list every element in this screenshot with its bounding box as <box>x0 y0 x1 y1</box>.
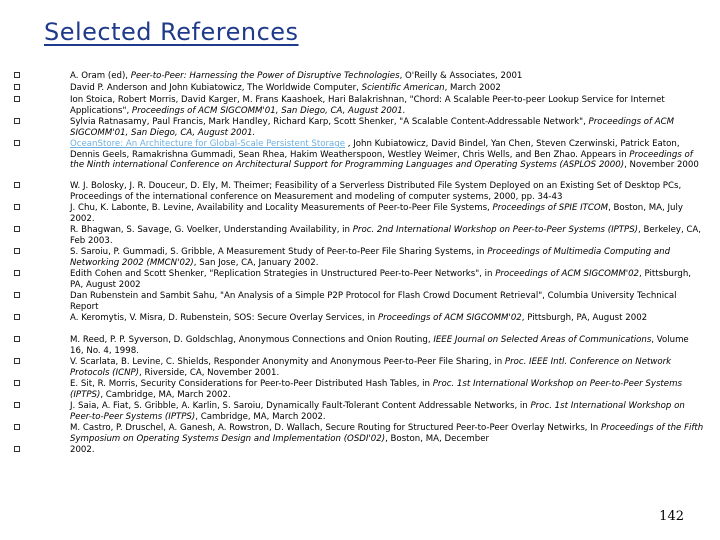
reference-link[interactable]: OceanStore: An Architecture for Global-Scale Persistent Storage <box>70 139 346 149</box>
reference-text-part: A. Oram (ed), <box>70 71 131 81</box>
reference-text-part: David P. Anderson and John Kubiatowicz, The Worldwide Computer, <box>70 83 362 93</box>
reference-text-part: Sylvia Ratnasamy, Paul Francis, Mark Handley, Richard Karp, Scott Shenker, "A Scalable Content-Addressable Network", <box>70 117 589 127</box>
reference-text-part: R. Bhagwan, S. Savage, G. Voelker, Understanding Availability, in <box>70 225 353 235</box>
reference-italic-part: Proceedings of ACM SIGCOMM'01, San Diego, CA, August 2001. <box>70 117 675 138</box>
reference-text-part: E. Sit, R. Morris, Security Considerations for Peer-to-Peer Distributed Hash Tables, in <box>70 379 433 389</box>
reference-text-part: , Pittsburgh, PA, August 2002 <box>521 313 648 323</box>
reference-text <box>70 71 704 82</box>
hollow-square-icon <box>14 424 20 430</box>
reference-text <box>70 225 704 246</box>
page-number: 142 <box>659 509 684 524</box>
reference-text <box>70 291 704 312</box>
reference-text <box>70 139 704 171</box>
reference-text-part: , Cambridge, MA, March 2002. <box>195 411 326 422</box>
hollow-square-icon <box>14 72 20 78</box>
hollow-square-icon <box>14 446 20 452</box>
reference-italic-part: Proceedings of ACM SIGCOMM'02 <box>377 313 522 323</box>
reference-italic-part: Proc. IEEE Intl. Conference on Network Protocols (ICNP) <box>70 357 672 378</box>
hollow-square-icon <box>14 358 20 364</box>
reference-text <box>70 247 704 268</box>
reference-italic-part: Proc. 2nd International Workshop on Peer-to-Peer Systems (IPTPS) <box>352 225 639 235</box>
reference-text <box>70 269 704 290</box>
reference-text-part: S. Saroiu, P. Gummadi, S. Gribble, A Measurement Study of Peer-to-Peer File Sharing Systems, in <box>70 247 488 257</box>
reference-text-part: Ion Stoica, Robert Morris, David Karger, M. Frans Kaashoek, Hari Balakrishnan, "Chord: A Scalable Peer-to-peer Lookup Service for Internet Applications", <box>70 95 665 116</box>
hollow-square-icon <box>14 140 20 146</box>
hollow-square-icon <box>14 314 20 320</box>
reference-text <box>70 313 704 324</box>
reference-text <box>70 401 704 422</box>
reference-text-part: J. Chu, K. Labonte, B. Levine, Availability and Locality Measurements of Peer-to-Peer File Systems, <box>70 203 493 213</box>
hollow-square-icon <box>14 96 20 102</box>
reference-text-part: , Boston, MA, December <box>385 433 490 444</box>
hollow-square-icon <box>14 292 20 298</box>
reference-italic-part: Proceedings of the Fifth Symposium on Operating Systems Design and Implementation (OSDI'02) <box>70 423 704 444</box>
reference-italic-part: Proceedings of Multimedia Computing and Networking 2002 (MMCN'02) <box>70 247 671 268</box>
reference-text-part: , Boston, MA, July 2002. <box>70 203 683 224</box>
reference-text <box>70 83 704 94</box>
reference-text-part: W. J. Bolosky, J. R. Douceur, D. Ely, M. Theimer; Feasibility of a Serverless Distributed File System Deployed on an Existing Set of Desktop PCs, Proceedings of the international conference on Measurement and modeling of computer systems, 2000, pp. 34-43 <box>70 181 682 202</box>
reference-text-part: , March 2002 <box>444 83 501 93</box>
reference-text-part: , Volume 16, No. 4, 1998. <box>70 335 689 356</box>
reference-text <box>70 335 704 356</box>
reference-text-part: V. Scarlata, B. Levine, C. Shields, Responder Anonymity and Anonymous Peer-to-Peer File Sharing, in <box>70 357 505 367</box>
reference-italic-part: Proc. 1st International Workshop on Peer-to-Peer Systems (IPTPS) <box>70 401 685 422</box>
reference-text <box>70 357 704 378</box>
reference-text-part: Edith Cohen and Scott Shenker, "Replication Strategies in Unstructured Peer-to-Peer Networks", in <box>70 269 496 279</box>
reference-italic-part: Peer-to-Peer: Harnessing the Power of Disruptive Technologies <box>130 71 400 81</box>
reference-text-part: , Cambridge, MA, March 2002. <box>100 389 231 400</box>
hollow-square-icon <box>14 226 20 232</box>
slide-title: Selected References <box>44 18 299 46</box>
reference-text <box>70 203 704 224</box>
reference-text-part: 2002. <box>70 445 95 455</box>
reference-text-part: M. Reed, P. P. Syverson, D. Goldschlag, Anonymous Connections and Onion Routing, <box>70 335 434 345</box>
reference-text-part: A. Keromytis, V. Misra, D. Rubenstein, SOS: Secure Overlay Services, in <box>70 313 378 323</box>
hollow-square-icon <box>14 118 20 124</box>
reference-italic-part: Proceedings of ACM SIGCOMM'01, San Diego, CA, August 2001. <box>131 105 406 116</box>
reference-text <box>70 181 704 202</box>
hollow-square-icon <box>14 204 20 210</box>
reference-text <box>70 379 704 400</box>
hollow-square-icon <box>14 182 20 188</box>
reference-text <box>70 445 704 456</box>
hollow-square-icon <box>14 270 20 276</box>
reference-text-part: , San Jose, CA, January 2002. <box>193 257 319 268</box>
reference-text-part: Dan Rubenstein and Sambit Sahu, "An Analysis of a Simple P2P Protocol for Flash Crowd Document Retrieval", Columbia University Technical Report <box>70 291 677 312</box>
reference-text-part: , Pittsburgh, PA, August 2002 <box>70 269 692 290</box>
reference-text-part: , John Kubiatowicz, David Bindel, Yan Chen, Steven Czerwinski, Patrick Eaton, Dennis Geels, Ramakrishna Gummadi, Sean Rhea, Hakim Weatherspoon, Westley Weimer, Chris Wells, and Ben Zhao. Appears in <box>70 139 680 160</box>
reference-text-part: M. Castro, P. Druschel, A. Ganesh, A. Rowstron, D. Wallach, Secure Routing for Structured Peer-to-Peer Overlay Netwirks, In <box>70 423 601 433</box>
reference-text-part: J. Saia, A. Fiat, S. Gribble, A. Karlin, S. Saroiu, Dynamically Fault-Tolerant Content Addressable Networks, in <box>70 401 531 411</box>
reference-text-part: , O'Reilly & Associates, 2001 <box>399 71 523 81</box>
reference-italic-part: IEEE Journal on Selected Areas of Communications <box>433 335 652 345</box>
reference-text-part: , November 2000 <box>624 160 699 171</box>
hollow-square-icon <box>14 380 20 386</box>
reference-text-part: , Riverside, CA, November 2001. <box>139 367 280 378</box>
hollow-square-icon <box>14 248 20 254</box>
reference-text <box>70 95 704 116</box>
reference-italic-part: Proceedings of ACM SIGCOMM'02 <box>495 269 640 279</box>
reference-text <box>70 423 704 444</box>
reference-italic-part: Proceedings of SPIE ITCOM <box>492 203 609 213</box>
reference-italic-part: Proceedings of the Ninth international Conference on Architectural Support for Programming Languages and Operating Systems (ASPLOS 2000) <box>70 149 693 171</box>
reference-italic-part: Proc. 1st International Workshop on Peer-to-Peer Systems (IPTPS) <box>70 379 682 400</box>
hollow-square-icon <box>14 336 20 342</box>
reference-italic-part: Scientific American <box>361 83 445 93</box>
hollow-square-icon <box>14 84 20 90</box>
hollow-square-icon <box>14 402 20 408</box>
reference-text-part: , Berkeley, CA, Feb 2003. <box>70 225 702 246</box>
reference-text <box>70 117 704 138</box>
